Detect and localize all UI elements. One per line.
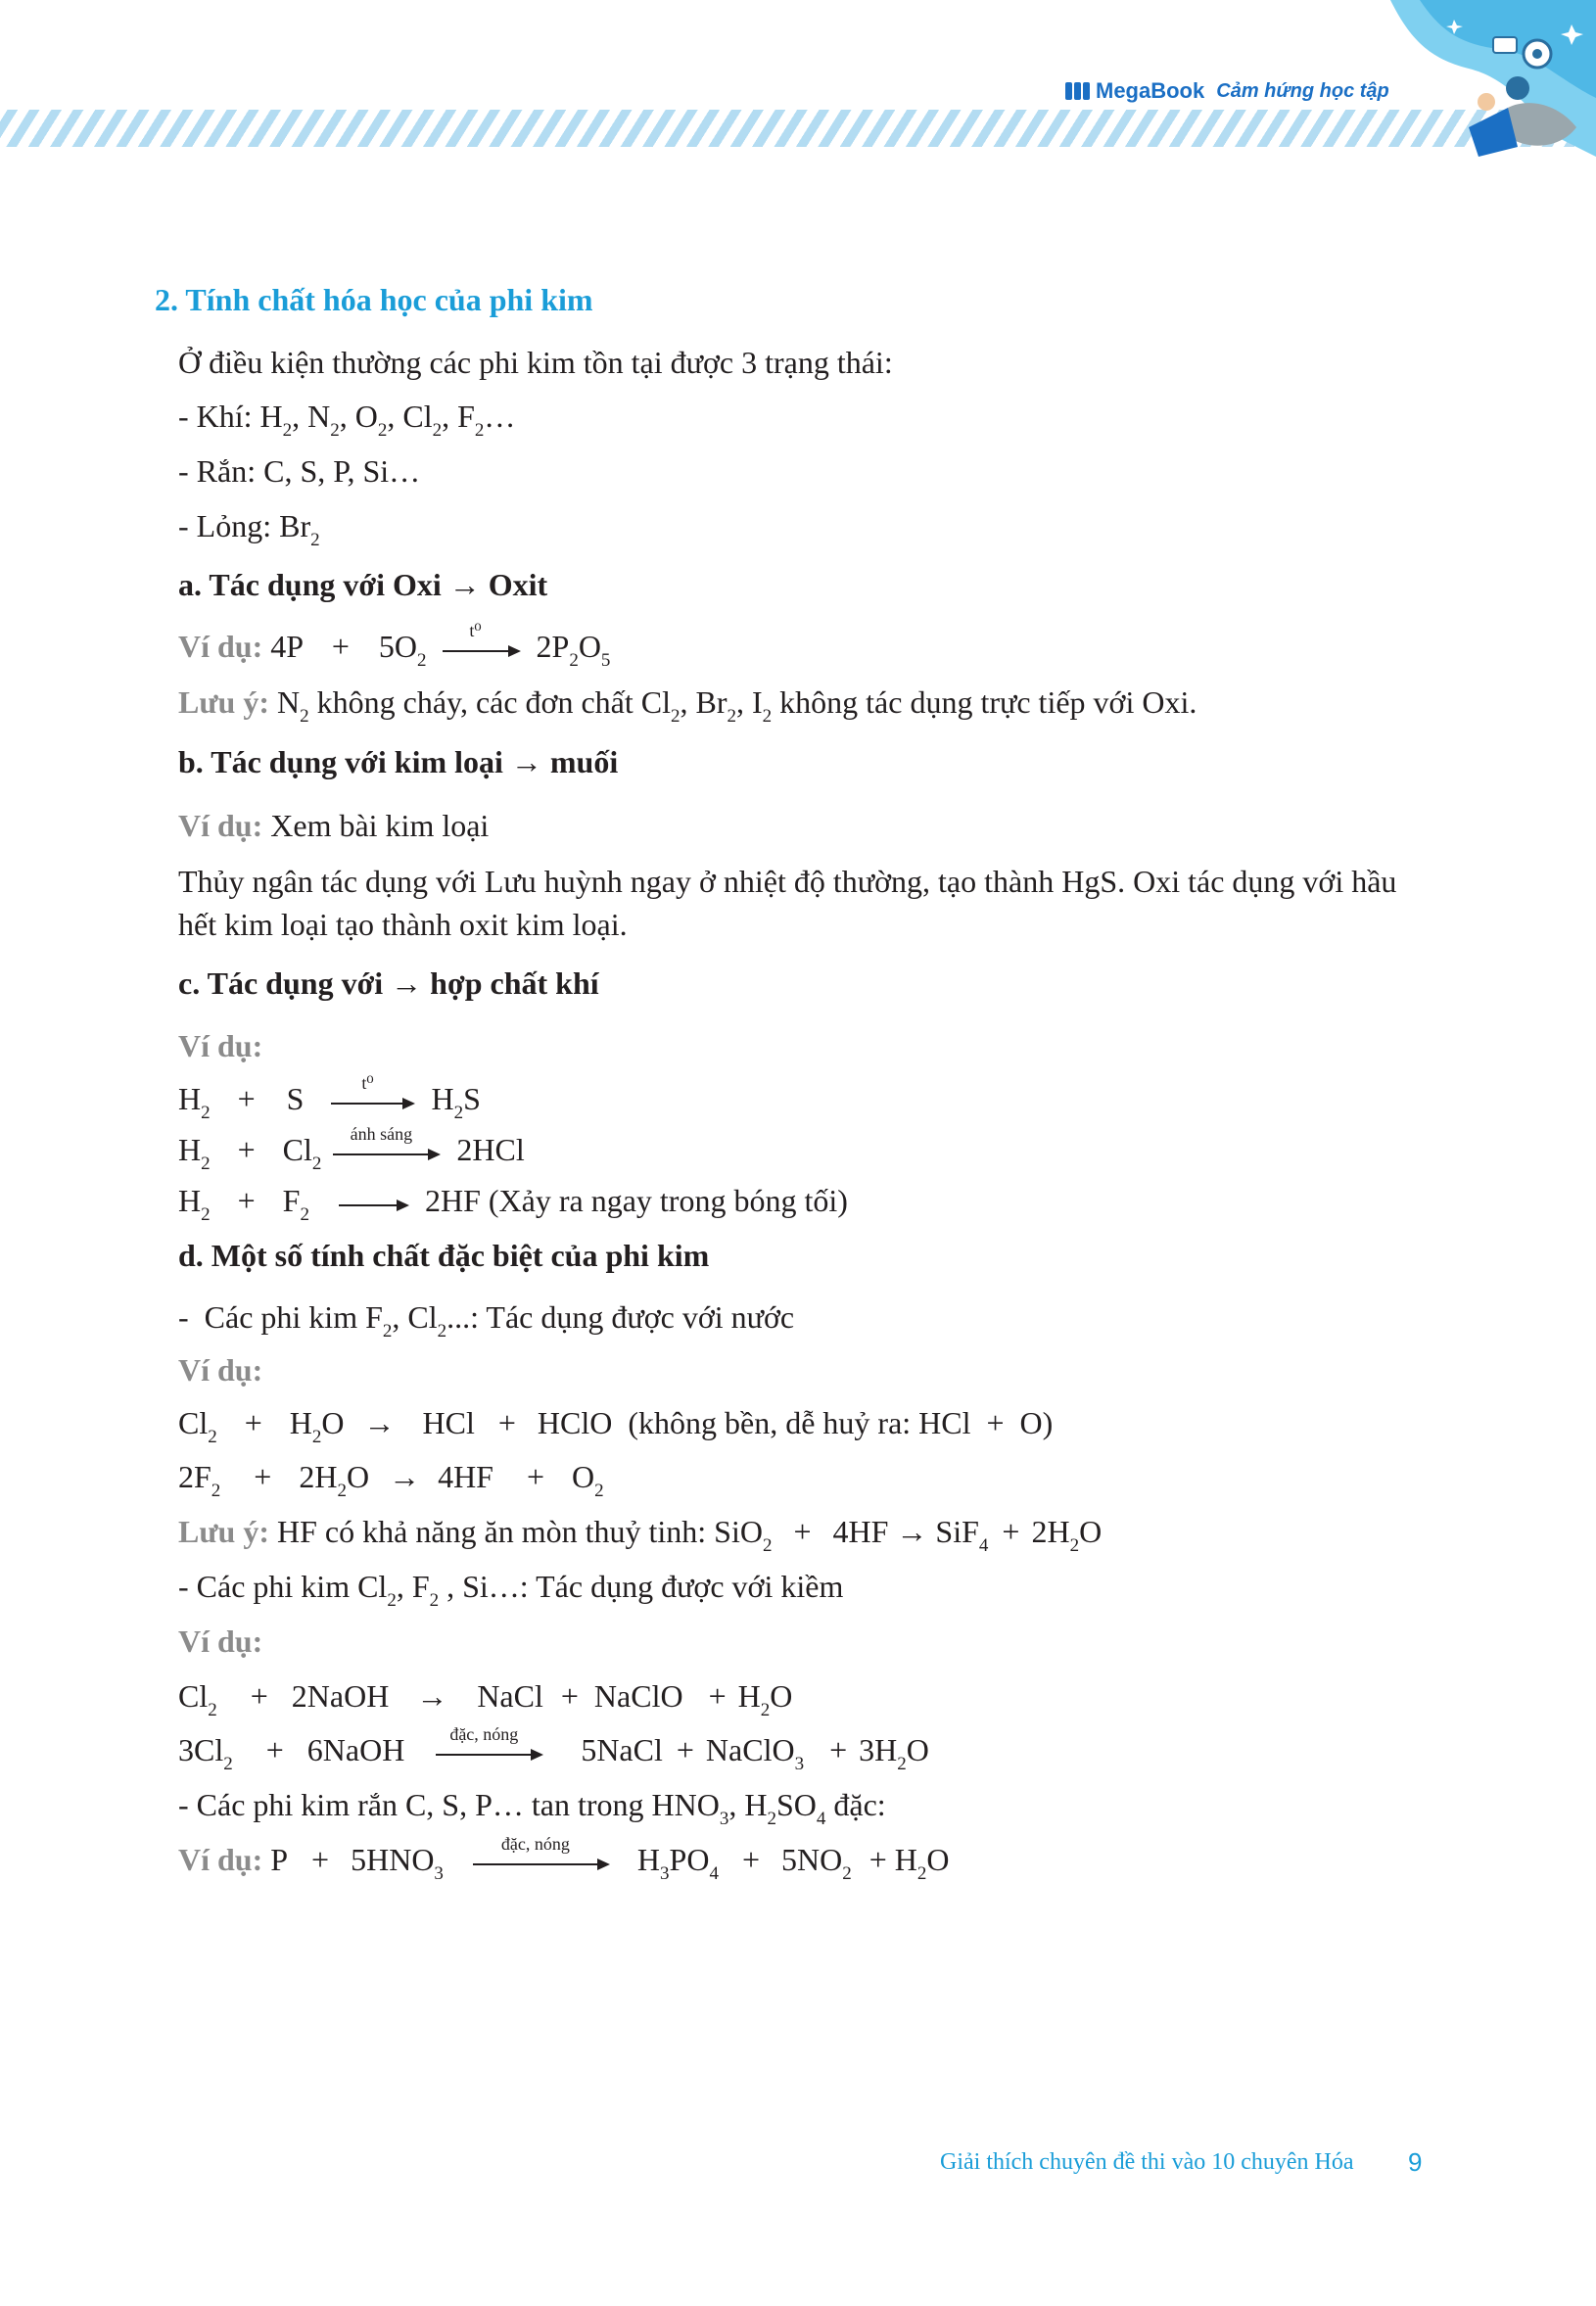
equation-d3: $Cl_2$ + 2NaOH → NaCl + NaClO + $H_2O$ [178, 1678, 793, 1720]
subsection-c-example-label: Ví dụ: [178, 1028, 263, 1063]
subsection-a-note: Lưu ý: $N_2$ không cháy, các đơn chất $Cl_2$, $Br_2$, $I_2$ không tác dụng trực tiếp với Oxi. [178, 684, 1197, 727]
subsection-d-note: Lưu ý: HF có khả năng ăn mòn thuỷ tinh: $SiO_2 + 4HF \to SiF_4 + 2H_2O$ [178, 1514, 1103, 1556]
subsection-b-title: b. Tác dụng với kim loại → muối [178, 744, 619, 779]
equation-d5: Ví dụ: $P + 5HNO_3$ đặc, nóng $H_3PO_4 + 5NO_2 + H_2O$ [178, 1833, 950, 1884]
brand-badge [1057, 76, 1397, 106]
header-stripe [0, 110, 1596, 147]
brand-slogan: Cảm hứng học tập [1216, 79, 1389, 102]
equation-d1: $Cl_2 + H_2O$ → HCl + HClO (không bền, dễ huỷ ra: HCl + O) [178, 1405, 1054, 1447]
footer-text: Giải thích chuyên đề thi vào 10 chuyên Hóa [940, 2149, 1354, 2175]
subsection-d-title: d. Một số tính chất đặc biệt của phi kim [178, 1238, 710, 1273]
subsection-a-title: a. Tác dụng với Oxi → Oxit [178, 567, 548, 602]
subsection-d-example-label-1: Ví dụ: [178, 1352, 263, 1388]
brand-name: MegaBook [1096, 78, 1205, 103]
state-liquid: - Lỏng: $Br_2$ [178, 508, 320, 550]
reaction-arrow-icon: t⁰ [331, 1092, 415, 1113]
subsection-a-example: Ví dụ: $4P + 5O_2$ t⁰ $2P_2O_5$ [178, 620, 611, 671]
reaction-arrow-icon: ánh sáng [333, 1143, 441, 1164]
equation-d2: $2F_2 + 2H_2O \to 4HF + O_2$ [178, 1459, 604, 1501]
subsection-b-text-2: hết kim loại tạo thành oxit kim loại. [178, 907, 628, 942]
subsection-d-item-1: - Các phi kim $F_2$, $Cl_2$...: Tác dụng được với nước [178, 1299, 795, 1341]
state-gas: - Khí: $H_2$, $N_2$, $O_2$, $Cl_2$, $F_2\dots$ [178, 399, 516, 441]
page-header [0, 0, 1596, 166]
subsection-b-example: Ví dụ: Xem bài kim loại [178, 808, 490, 843]
subsection-d-item-3: - Các phi kim rắn C, S, P… tan trong $HNO_3$, $H_2SO_4$ đặc: [178, 1787, 886, 1829]
megabook-logo-icon [1065, 82, 1090, 100]
example-label: Ví dụ: [178, 629, 263, 664]
subsection-d-item-2: - Các phi kim $Cl_2$, $F_2$ , Si…: Tác dụng được với kiềm [178, 1569, 844, 1611]
equation-c3: $H_2 + F_2$ 2HF (Xảy ra ngay trong bóng tối) [178, 1183, 848, 1225]
page-number: 9 [1408, 2147, 1423, 2177]
equation-c1: $H_2 + S$ t⁰ $H_2S$ [178, 1072, 481, 1123]
intro-text: Ở điều kiện thường các phi kim tồn tại được 3 trạng thái: [178, 345, 893, 380]
subsection-b-text-1: Thủy ngân tác dụng với Lưu huỳnh ngay ở nhiệt độ thường, tạo thành HgS. Oxi tác dụng với hầu [178, 864, 1397, 899]
reaction-arrow-icon: đặc, nóng [473, 1853, 610, 1874]
subsection-d-example-label-2: Ví dụ: [178, 1624, 263, 1659]
reaction-arrow-icon: t⁰ [443, 639, 521, 661]
equation-d4: $3Cl_2$ + 6NaOH đặc, nóng 5NaCl + NaClO$_3$ + $3H_2O$ [178, 1723, 929, 1774]
subsection-c-title: c. Tác dụng với → hợp chất khí [178, 965, 599, 1001]
equation-c2: $H_2 + Cl_2$ ánh sáng 2HCl [178, 1123, 525, 1174]
reaction-arrow-icon [339, 1194, 409, 1215]
state-solid: - Rắn: C, S, P, Si… [178, 453, 421, 489]
reaction-arrow-icon: đặc, nóng [436, 1743, 543, 1765]
section-title: 2. Tính chất hóa học của phi kim [155, 282, 593, 317]
